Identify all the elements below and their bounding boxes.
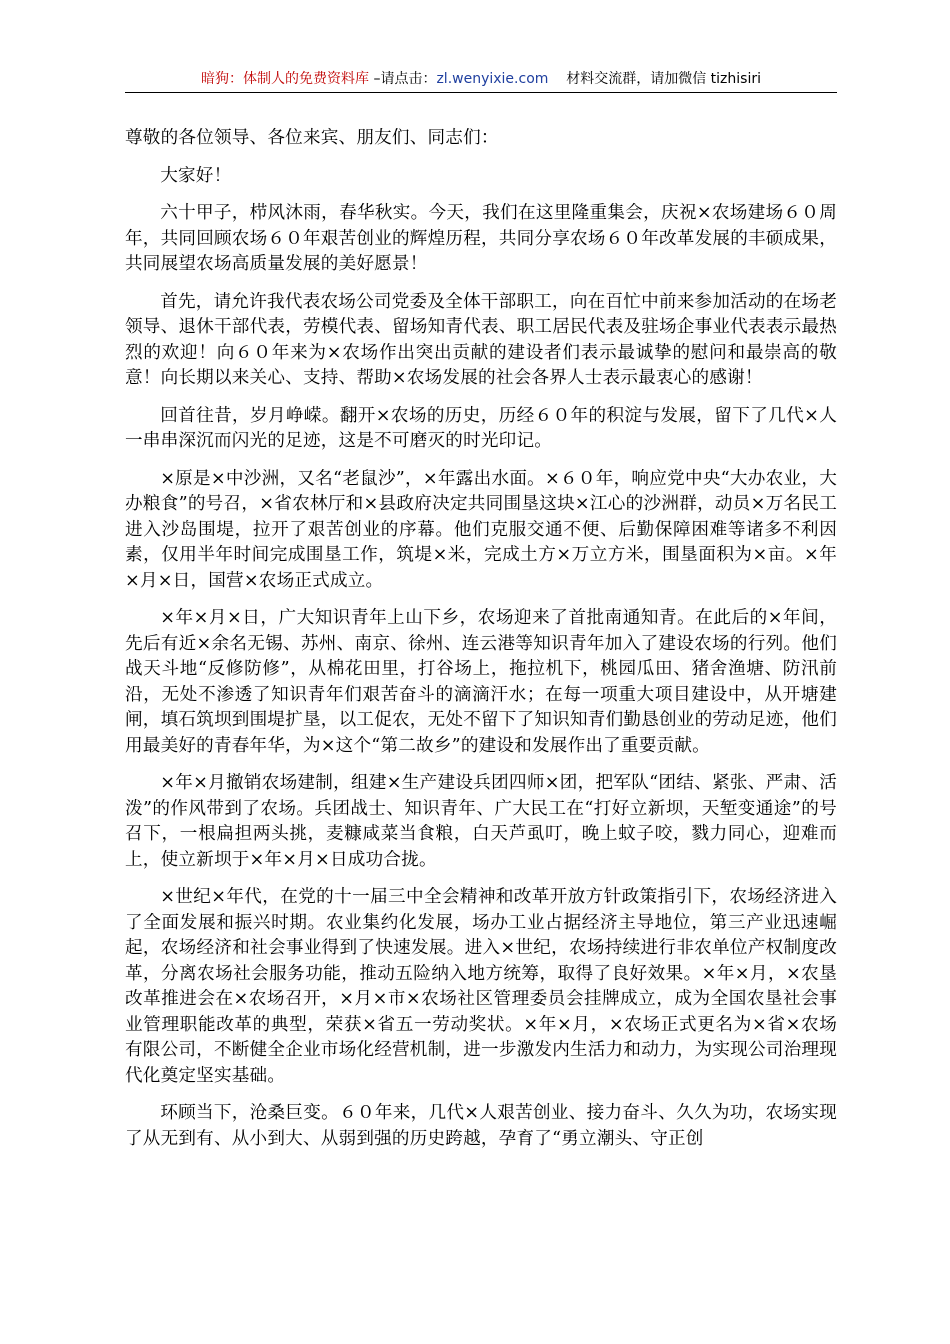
header-link[interactable]: zl.wenyixie.com: [436, 71, 549, 87]
paragraph-corps: ×年×月撤销农场建制，组建×生产建设兵团四师×团，把军队“团结、紧张、严肃、活泼”的作风带到了农场。兵团战士、知识青年、广大民工在“打好立新坝，天堑变通途”的号召下，一根扁担两头挑，麦糠咸菜当食粮，白天芦虱叮，晚上蚊子咬，戮力同心，迎难而上，使立新坝于×年×月×日成功合拢。: [125, 773, 837, 870]
paragraph-welcome: 首先，请允许我代表农场公司党委及全体干部职工，向在百忙中前来参加活动的在场老领导、退休干部代表，劳模代表、留场知青代表、职工居民代表及驻场企事业代表表示最热烈的欢迎！向６０年来为×农场作出突出贡献的建设者们表示最诚挚的慰问和最崇高的敬意！向长期以来关心、支持、帮助×农场发展的社会各界人士表示最衷心的感谢！: [125, 291, 837, 388]
paragraph-greeting: 大家好！: [160, 165, 232, 186]
salutation: 尊敬的各位领导、各位来宾、朋友们、同志们：: [125, 128, 499, 148]
header-brand: 暗狗：体制人的免费资料库: [201, 71, 369, 87]
paragraph-history-intro: 回首往昔，岁月峥嵘。翻开×农场的历史，历经６０年的积淀与发展，留下了几代×人一串串深沉而闪光的足迹，这是不可磨灭的时光印记。: [125, 405, 837, 451]
header-contact: 材料交流群，请加微信 tizhisiri: [566, 71, 761, 87]
header-link-prefix: –请点击：: [369, 71, 437, 87]
paragraph-opening: 六十甲子，栉风沐雨，春华秋实。今天，我们在这里隆重集会，庆祝×农场建场６０周年，共同回顾农场６０年艰苦创业的辉煌历程，共同分享农场６０年改革发展的丰硕成果，共同展望农场高质量发展的美好愿景！: [125, 203, 837, 274]
paragraph-reform: ×世纪×年代，在党的十一届三中全会精神和改革开放方针政策指引下，农场经济进入了全面发展和振兴时期。农业集约化发展，场办工业占据经济主导地位，第三产业迅速崛起，农场经济和社会事业得到了快速发展。进入×世纪，农场持续进行非农单位产权制度改革，分离农场社会服务功能，推动五险纳入地方统筹，取得了良好效果。×年×月，×农垦改革推进会在×农场召开，×月×市×农场社区管理委员会挂牌成立，成为全国农垦社会事业管理职能改革的典型，荣获×省五一劳动奖状。×年×月，×农场正式更名为×省×农场有限公司，不断健全企业市场化经营机制，进一步激发内生活力和动力，为实现公司治理现代化奠定坚实基础。: [125, 887, 837, 1086]
paragraph-reclamation: ×原是×中沙洲，又名“老鼠沙”，×年露出水面。×６０年，响应党中央“大办农业，大办粮食”的号召，×省农林厅和×县政府决定共同围垦这块×江心的沙洲群，动员×万名民工进入沙岛围堤，拉开了艰苦创业的序幕。他们克服交通不便、后勤保障困难等诸多不利因素，仅用半年时间完成围垦工作，筑堤×米，完成土方×万立方米，围垦面积为×亩。×年×月×日，国营×农场正式成立。: [125, 468, 837, 591]
paragraph-educated-youth: ×年×月×日，广大知识青年上山下乡，农场迎来了首批南通知青。在此后的×年间，先后有近×余名无锡、苏州、南京、徐州、连云港等知识青年加入了建设农场的行列。他们战天斗地“反修防修”，从棉花田里，打谷场上，拖拉机下，桃园瓜田、猪舍渔塘、防汛前沿，无处不渗透了知识青年们艰苦奋斗的滴滴汗水；在每一项重大项目建设中，从开塘建闸，填石筑坝到围堤扩垦，以工促农，无处不留下了知识知青们勤恳创业的劳动足迹，他们用最美好的青春年华，为×这个“第二故乡”的建设和发展作出了重要贡献。: [125, 608, 837, 756]
paragraph-present: 环顾当下，沧桑巨变。６０年来，几代×人艰苦创业、接力奋斗、久久为功，农场实现了从无到有、从小到大、从弱到强的历史跨越，孕育了“勇立潮头、守正创: [125, 1103, 837, 1149]
page-header: [125, 68, 837, 93]
document-body: [125, 126, 837, 1164]
